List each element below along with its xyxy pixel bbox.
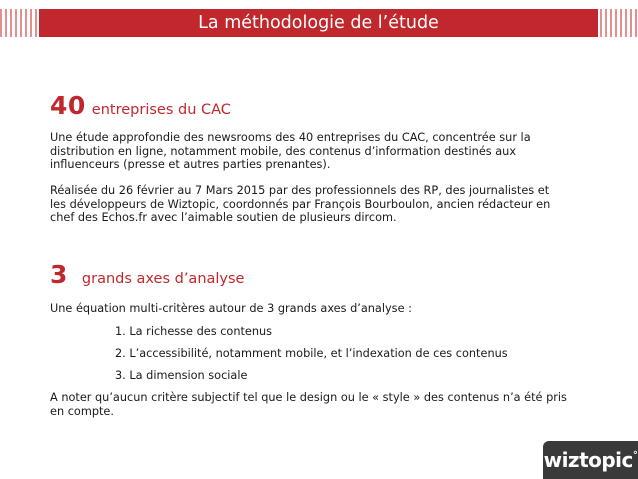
axis-item: 3. La dimension sociale [115, 369, 248, 382]
text-line: distribution en ligne, notamment mobile, des contenus d’information destinés aux [50, 144, 517, 158]
text-line: en compte. [50, 404, 114, 418]
study-description [50, 131, 600, 172]
axis-item: 1. La richesse des contenus [115, 325, 273, 338]
section-heading-companies [50, 91, 231, 120]
methodology-note [50, 391, 600, 418]
slide-title: La méthodologie de l’étude [39, 9, 598, 37]
section-heading-axes [50, 260, 244, 289]
logo-mark: ° [632, 450, 638, 461]
text-line: chef des Echos.fr avec l’aimable soutien de plusieurs dircom. [50, 211, 397, 225]
text-line: les développeurs de Wiztopic, coordonnés par François Bourboulon, ancien rédacteur en [50, 197, 551, 211]
companies-label: entreprises du CAC [91, 102, 231, 118]
text-line: Réalisée du 26 février au 7 Mars 2015 par des professionnels des RP, des journalistes et [50, 184, 550, 197]
banner-stripes-left [0, 9, 38, 37]
axes-count: 3 [50, 260, 68, 289]
axes-intro: Une équation multi-critères autour de 3 grands axes d’analyse : [50, 302, 412, 315]
axes-label: grands axes d’analyse [81, 271, 245, 287]
text-line: influenceurs (presse et autres parties prenantes). [50, 158, 331, 172]
study-credits [50, 184, 600, 225]
wiztopic-logo [543, 441, 638, 479]
logo-text: wiztopic [543, 448, 633, 472]
text-line: A noter qu’aucun critère subjectif tel que le design ou le « style » des contenus n’a été pris [50, 391, 567, 404]
text-line: Une étude approfondie des newsrooms des 40 entreprises du CAC, concentrée sur la [50, 131, 531, 144]
axis-item: 2. L’accessibilité, notamment mobile, et l’indexation de ces contenus [115, 347, 508, 360]
companies-count: 40 [50, 91, 86, 120]
banner-stripes-right [600, 9, 638, 37]
